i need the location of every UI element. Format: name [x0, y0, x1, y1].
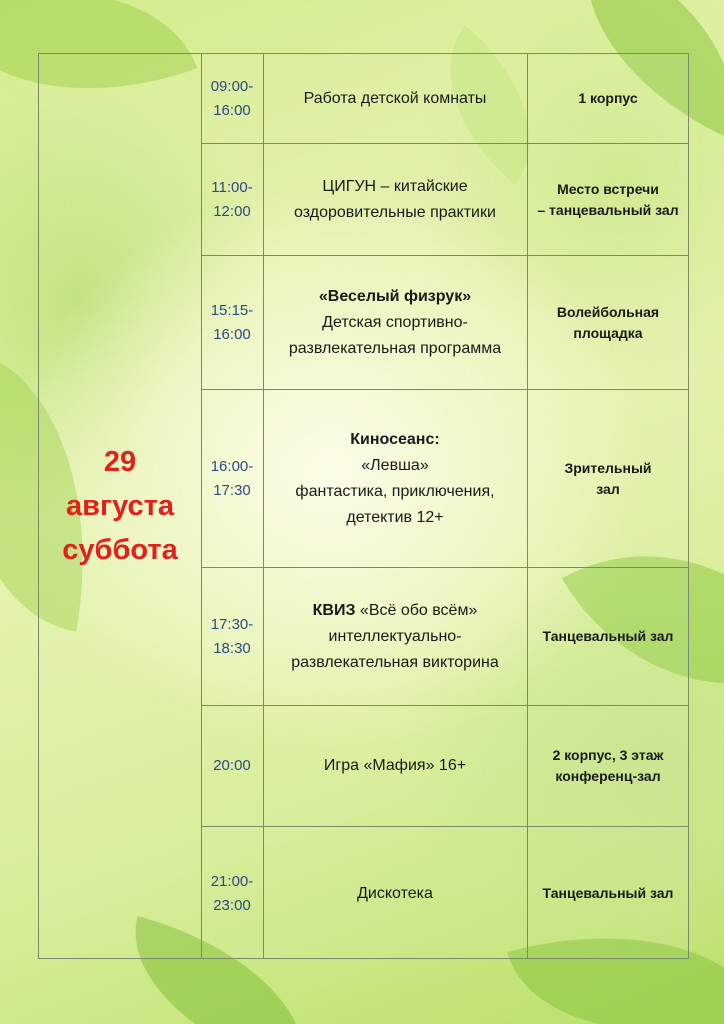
place-cell: Танцевальный зал: [542, 628, 674, 644]
event-cell: Работа детской комнаты: [303, 89, 487, 107]
table-row: [201, 390, 688, 568]
time-cell: 21:00- 23:00: [210, 872, 254, 914]
event-title: «Веселый физрук»: [318, 287, 472, 305]
event-cell: ЦИГУН – китайские оздоровительные практики: [294, 177, 496, 221]
event-title: Киносеанс:: [350, 430, 440, 448]
day-weekday: суббота: [62, 534, 178, 566]
event-cell: Киносеанс: «Левша» фантастика, приключения, детектив 12+: [263, 390, 527, 567]
event-cell: Игра «Мафия» 16+: [323, 757, 467, 774]
time-cell: 20:00: [213, 757, 251, 774]
day-month: августа: [66, 490, 174, 522]
time-cell: 11:00- 12:00: [211, 178, 253, 220]
table-row: [201, 256, 688, 390]
table-row: [201, 54, 688, 144]
table-row: [201, 568, 688, 706]
time-cell: 15:15- 16:00: [210, 301, 254, 343]
table-row: [201, 144, 688, 256]
place-cell: Волейбольная площадка: [556, 303, 660, 341]
table-row: [201, 706, 688, 827]
event-title: КВИЗ «Всё обо всём»: [312, 601, 478, 619]
table-row: [201, 827, 688, 960]
place-cell: 2 корпус, 3 этаж конференц-зал: [552, 747, 664, 784]
time-cell: 16:00- 17:30: [210, 457, 254, 499]
event-cell: КВИЗ «Всё обо всём» интеллектуально- развлекательная викторина: [263, 568, 527, 705]
place-cell: Место встречи – танцевальный зал: [537, 180, 679, 218]
place-cell: 1 корпус: [578, 90, 638, 106]
place-cell: Танцевальный зал: [542, 885, 674, 901]
event-cell: «Веселый физрук» Детская спортивно- развлекательная программа: [263, 256, 527, 389]
day-column: [39, 54, 201, 958]
day-number: 29: [103, 446, 137, 478]
place-cell: Зрительный зал: [564, 459, 652, 497]
schedule-table: [38, 53, 689, 959]
time-cell: 17:30- 18:30: [210, 615, 254, 657]
event-cell: Дискотека: [357, 884, 433, 902]
time-cell: 09:00- 16:00: [210, 77, 254, 119]
